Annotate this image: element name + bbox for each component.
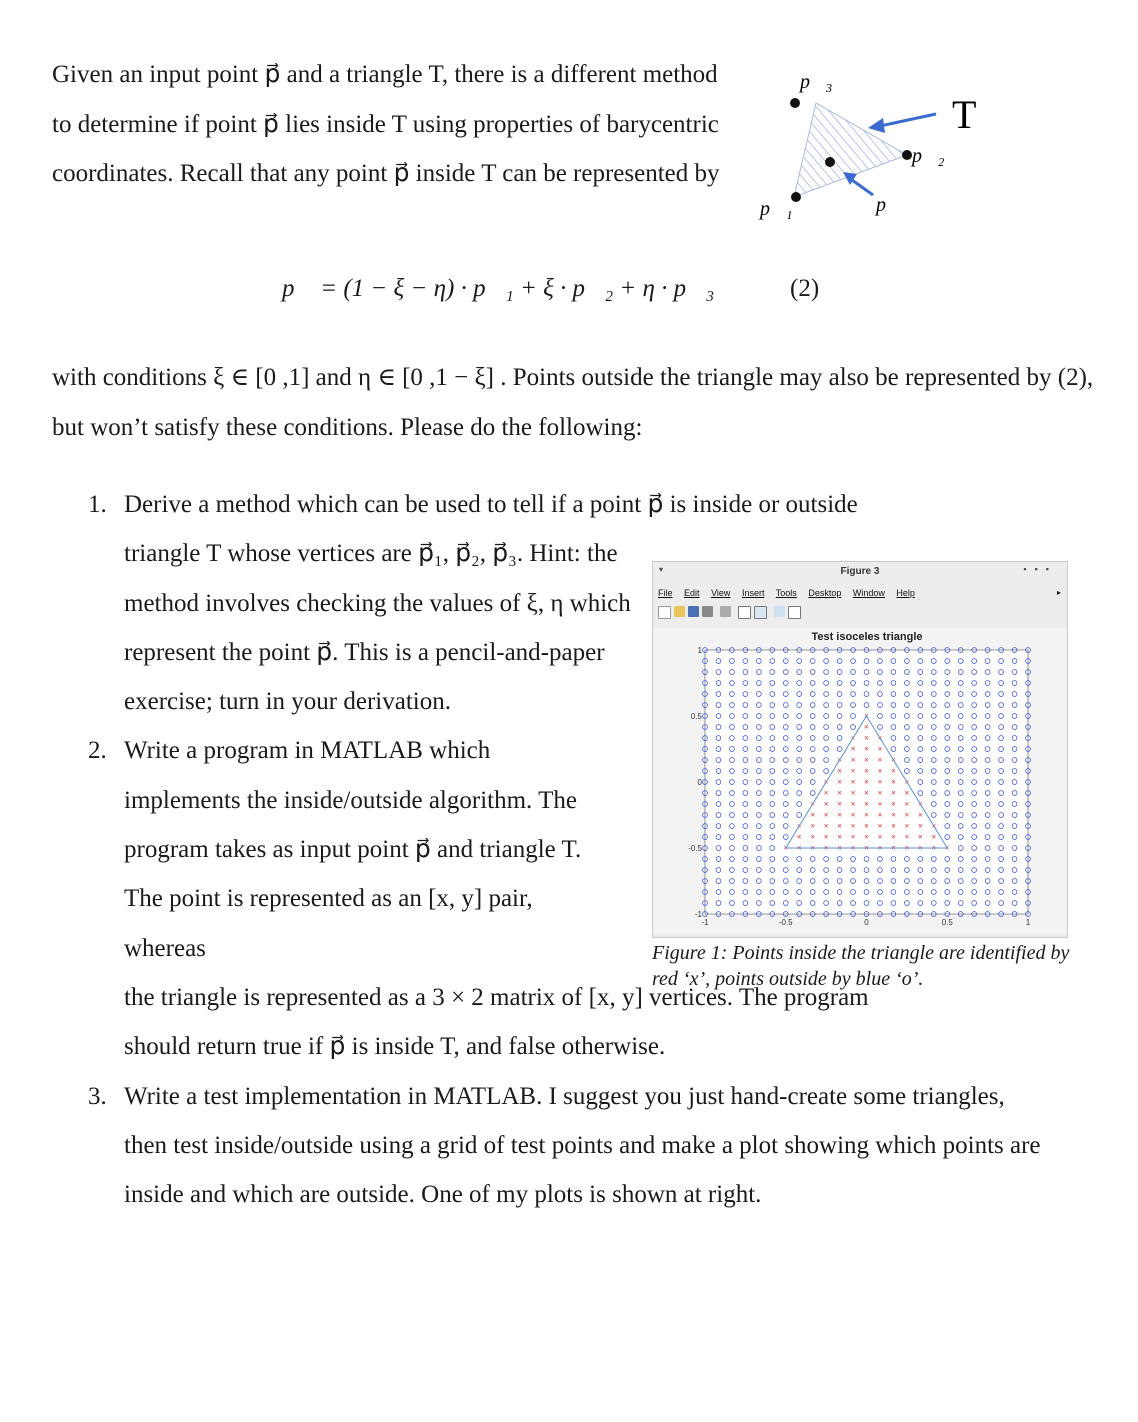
inside-point-x: × [850, 777, 856, 787]
inside-point-x: × [944, 843, 950, 853]
inside-point-x: × [810, 810, 816, 820]
inside-point-x: × [837, 810, 842, 820]
y-tick-label: 0 [697, 778, 702, 787]
x-tick-label: 0.5 [941, 918, 953, 927]
inside-point-x: × [850, 788, 856, 798]
inside-point-x: × [864, 733, 869, 743]
inside-point-x: × [904, 777, 910, 787]
inside-point-x: × [891, 777, 896, 787]
equation-number: (2) [790, 275, 820, 302]
inside-point-x: × [904, 810, 910, 820]
menu-file[interactable]: File [658, 588, 673, 598]
inside-point-x: × [864, 755, 869, 765]
menu-overflow-icon[interactable]: ▸ [1056, 588, 1061, 597]
y-tick-label: -0.5 [688, 844, 702, 853]
menu-help[interactable]: Help [896, 588, 915, 598]
menu-view[interactable]: View [711, 588, 731, 598]
label-p: p⃗ [876, 194, 902, 216]
inside-point-x: × [891, 821, 896, 831]
label-T: T [952, 92, 977, 137]
inside-point-x: × [796, 843, 802, 853]
figure-title: Figure 3 [840, 566, 880, 577]
inside-point-x: × [850, 733, 856, 743]
inside-point-x: × [904, 832, 910, 842]
inside-point-x: × [904, 821, 910, 831]
inside-point-x: × [864, 843, 869, 853]
inside-point-x: × [864, 788, 869, 798]
task-2-text: Write a program in MATLAB which implements the inside/outside algorithm. The program takes as input point p⃗ and triangle T. The point is represented as an [x, y] pair, whereas [124, 737, 582, 962]
inside-point-x: × [837, 832, 842, 842]
edit-plot-arrow-icon[interactable] [774, 606, 785, 617]
inside-point-x: × [891, 843, 896, 853]
plot-area[interactable] [653, 628, 1067, 934]
inside-point-x: × [891, 755, 896, 765]
inside-point-x: × [904, 843, 910, 853]
x-tick-label: -0.5 [778, 918, 793, 927]
inside-point-x: × [823, 777, 829, 787]
inside-point-x: × [864, 744, 869, 754]
equation: p⃗ = (1 − ξ − η) · p⃗₁ + ξ · p⃗₂ + η · p⃗₃ [282, 275, 715, 302]
inside-point-x: × [823, 821, 829, 831]
inside-point-x: × [891, 788, 896, 798]
triangle-diagram-svg [740, 60, 1000, 230]
arrow-to-T [880, 114, 936, 126]
scatter-plot[interactable] [653, 628, 1067, 934]
save-icon[interactable] [688, 606, 699, 617]
menu-tools[interactable]: Tools [775, 588, 797, 598]
inside-point-x: × [877, 744, 883, 754]
inside-point-x: × [837, 766, 842, 776]
inside-point-x: × [837, 777, 842, 787]
chart-title: Test isoceles triangle [811, 631, 923, 643]
inside-point-x: × [850, 799, 856, 809]
inside-point-x: × [917, 810, 923, 820]
inside-point-x: × [823, 810, 829, 820]
inside-point-x: × [931, 821, 937, 831]
inside-point-x: × [783, 843, 789, 853]
task-number: 3. [88, 1082, 107, 1110]
inside-point-x: × [877, 755, 883, 765]
arrow-head-T [868, 118, 885, 133]
inside-point-x: × [837, 755, 842, 765]
inside-point-x: × [891, 799, 896, 809]
inside-point-x: × [891, 766, 896, 776]
inside-point-x: × [837, 821, 842, 831]
y-tick-label: 0.5 [690, 712, 702, 721]
task-item-3 [88, 1072, 1054, 1220]
show-plot-tools-icon[interactable] [754, 606, 767, 619]
inside-point-x: × [837, 788, 842, 798]
task-3-text: Write a test implementation in MATLAB. I suggest you just hand-create some triangles, then test inside/outside using a grid of test points and make a plot showing which points are inside and which are outside. One of my plots is shown at right. [124, 1082, 1041, 1209]
inside-point-x: × [891, 832, 896, 842]
menu-edit[interactable]: Edit [684, 588, 700, 598]
y-tick-label: -1 [694, 910, 702, 919]
y-tick-label: 1 [697, 646, 702, 655]
inside-point-x: × [904, 799, 910, 809]
inside-point-x: × [810, 821, 816, 831]
inside-point-x: × [864, 832, 869, 842]
inside-point-x: × [864, 799, 869, 809]
new-figure-icon[interactable] [658, 606, 671, 619]
inside-point-x: × [877, 810, 883, 820]
inside-point-x: × [850, 755, 856, 765]
inside-point-x: × [877, 788, 883, 798]
x-tick-label: 0 [864, 918, 869, 927]
inside-point-x: × [810, 843, 816, 853]
menu-window[interactable]: Window [852, 588, 885, 598]
point-p [825, 157, 835, 167]
inside-point-x: × [904, 788, 910, 798]
menu-desktop[interactable]: Desktop [808, 588, 842, 598]
print-icon[interactable] [702, 606, 713, 617]
label-p2: p⃗₂ [912, 145, 945, 167]
intro-paragraph: Given an input point p⃗ and a triangle T, there is a different method to determine if point p⃗ lies inside T using properties of barycentric coordinates. Recall that any point p⃗ inside T can be represented by [52, 61, 720, 187]
matlab-figure-window[interactable] [652, 561, 1068, 938]
inside-point-x: × [823, 843, 829, 853]
inside-point-x: × [917, 843, 923, 853]
inside-point-x: × [931, 843, 937, 853]
insert-legend-icon[interactable] [788, 606, 801, 619]
task-2-continuation-1: the triangle is represented as a 3 × 2 matrix of [x, y] vertices. The program [124, 983, 869, 1011]
task-number: 2. [88, 737, 107, 765]
vertex-p2 [902, 150, 912, 160]
inside-point-x: × [864, 711, 869, 721]
inside-point-x: × [864, 766, 869, 776]
inside-point-x: × [917, 821, 923, 831]
label-p3: p⃗₃ [800, 71, 833, 93]
inside-point-x: × [864, 810, 869, 820]
inside-point-x: × [877, 843, 883, 853]
inside-point-x: × [796, 832, 802, 842]
inside-point-x: × [864, 821, 869, 831]
task-1-text: triangle T whose vertices are p⃗₁, p⃗₂, p⃗₃. Hint: the method involves checking the values of ξ, η which represent the point p⃗. This is a pencil-and-paper exercise; turn in your derivation. [124, 540, 631, 716]
task-1-first-line: Derive a method which can be used to tell if a point p⃗ is inside or outside [124, 491, 858, 518]
inside-point-x: × [877, 832, 883, 842]
inside-point-x: × [877, 733, 883, 743]
inside-point-x: × [823, 832, 829, 842]
vertex-p3 [790, 98, 800, 108]
inside-point-x: × [837, 843, 842, 853]
inside-point-x: × [850, 744, 856, 754]
inside-point-x: × [823, 799, 829, 809]
inside-point-x: × [810, 832, 816, 842]
inside-point-x: × [850, 810, 856, 820]
inside-point-x: × [917, 832, 923, 842]
inside-point-x: × [877, 821, 883, 831]
inside-point-x: × [823, 788, 829, 798]
figure-caption: Figure 1: Points inside the triangle are identified by red ‘x’, points outside by blue ‘o’. [652, 942, 1070, 990]
menu-insert[interactable]: Insert [741, 588, 765, 598]
pin-icon[interactable]: ▾ [659, 565, 664, 574]
inside-point-x: × [850, 832, 856, 842]
inside-point-x: × [850, 821, 856, 831]
inside-point-x: × [850, 843, 856, 853]
task-2-continuation-2: should return true if p⃗ is inside T, and false otherwise. [124, 1033, 666, 1061]
x-tick-label: 1 [1025, 918, 1031, 927]
inside-point-x: × [810, 799, 816, 809]
arrow-to-p [852, 180, 873, 195]
inside-point-x: × [931, 832, 937, 842]
triangle-diagram [740, 60, 1000, 230]
figure-menubar [658, 588, 924, 598]
inside-point-x: × [877, 777, 883, 787]
inside-point-x: × [877, 799, 883, 809]
x-tick-label: -1 [701, 918, 709, 927]
inside-point-x: × [891, 810, 896, 820]
inside-point-x: × [850, 766, 856, 776]
inside-point-x: × [837, 799, 842, 809]
inside-point-x: × [864, 777, 869, 787]
window-controls[interactable]: ▪▪▪ [1023, 564, 1057, 574]
inside-point-x: × [877, 766, 883, 776]
open-file-icon[interactable] [674, 606, 685, 617]
inside-point-x: × [864, 722, 869, 732]
label-p1: p⃗₁ [760, 198, 793, 220]
inside-point-x: × [917, 799, 923, 809]
hide-plot-tools-icon[interactable] [738, 606, 751, 619]
link-plot-icon[interactable] [720, 606, 731, 617]
conditions-paragraph: with conditions ξ ∈ [0 ,1] and η ∈ [0 ,1 − ξ] . Points outside the triangle may also be represented by (2), but won’t satisfy these conditions. Please do the following: [52, 364, 1094, 441]
task-number: 1. [88, 491, 107, 518]
figure-toolbar [658, 606, 801, 620]
inside-point-x: × [796, 821, 802, 831]
